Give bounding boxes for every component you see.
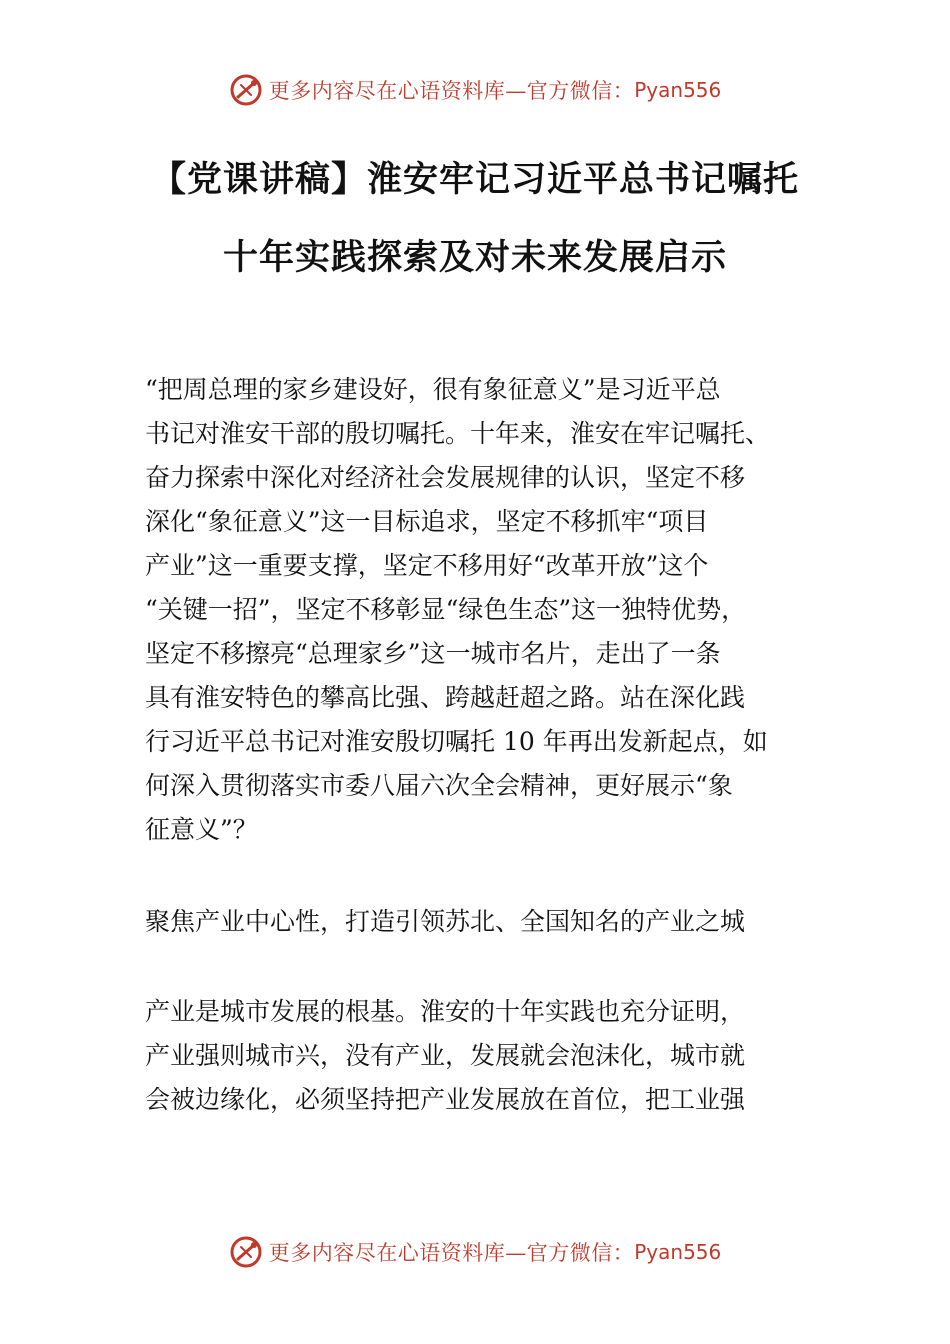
paragraph-line: 坚定不移擦亮“总理家乡”这一城市名片，走出了一条 (145, 639, 721, 668)
paragraph-intro (145, 368, 810, 852)
paragraph-line: “把周总理的家乡建设好，很有象征意义”是习近平总 (145, 375, 721, 404)
paragraph-line: 产业”这一重要支撑，坚定不移用好“改革开放”这个 (145, 551, 709, 580)
paragraph-line: 会被边缘化，必须坚持把产业发展放在首位，把工业强 (145, 1085, 746, 1114)
section-heading: 聚焦产业中心性，打造引领苏北、全国知名的产业之城 (145, 907, 746, 936)
paragraph-line: 具有淮安特色的攀高比强、跨越赶超之路。站在深化践 (145, 683, 746, 712)
paragraph-industry (145, 990, 810, 1122)
header-banner-id: Pyan556 (634, 78, 722, 102)
paragraph-line: 产业是城市发展的根基。淮安的十年实践也充分证明， (145, 997, 746, 1026)
footer-banner (0, 1230, 950, 1274)
paragraph-line: 书记对淮安干部的殷切嘱托。十年来，淮安在牢记嘱托、 (145, 419, 771, 448)
logo-icon (229, 1235, 263, 1269)
document-title-line2: 十年实践探索及对未来发展启示 (222, 238, 727, 278)
paragraph-line: 行习近平总书记对淮安殷切嘱托 10 年再出发新起点，如 (145, 727, 768, 756)
footer-banner-id: Pyan556 (634, 1240, 722, 1264)
paragraph-line: 奋力探索中深化对经济社会发展规律的认识，坚定不移 (145, 463, 746, 492)
document-title-line1: 【党课讲稿】淮安牢记习近平总书记嘱托 (150, 160, 799, 200)
footer-banner-text: 更多内容尽在心语资料库—官方微信： (268, 1241, 635, 1265)
paragraph-line: 产业强则城市兴，没有产业，发展就会泡沫化，城市就 (145, 1041, 746, 1070)
header-banner-text: 更多内容尽在心语资料库—官方微信： (268, 79, 635, 103)
logo-icon (229, 73, 263, 107)
paragraph-line: 何深入贯彻落实市委八届六次全会精神，更好展示“象 (145, 771, 733, 800)
header-banner (0, 68, 950, 112)
paragraph-line: 深化“象征意义”这一目标追求，坚定不移抓牢“项目 (145, 507, 709, 536)
paragraph-line: “关键一招”，坚定不移彰显“绿色生态”这一独特优势， (145, 595, 747, 624)
paragraph-line: 征意义”？ (145, 815, 258, 844)
